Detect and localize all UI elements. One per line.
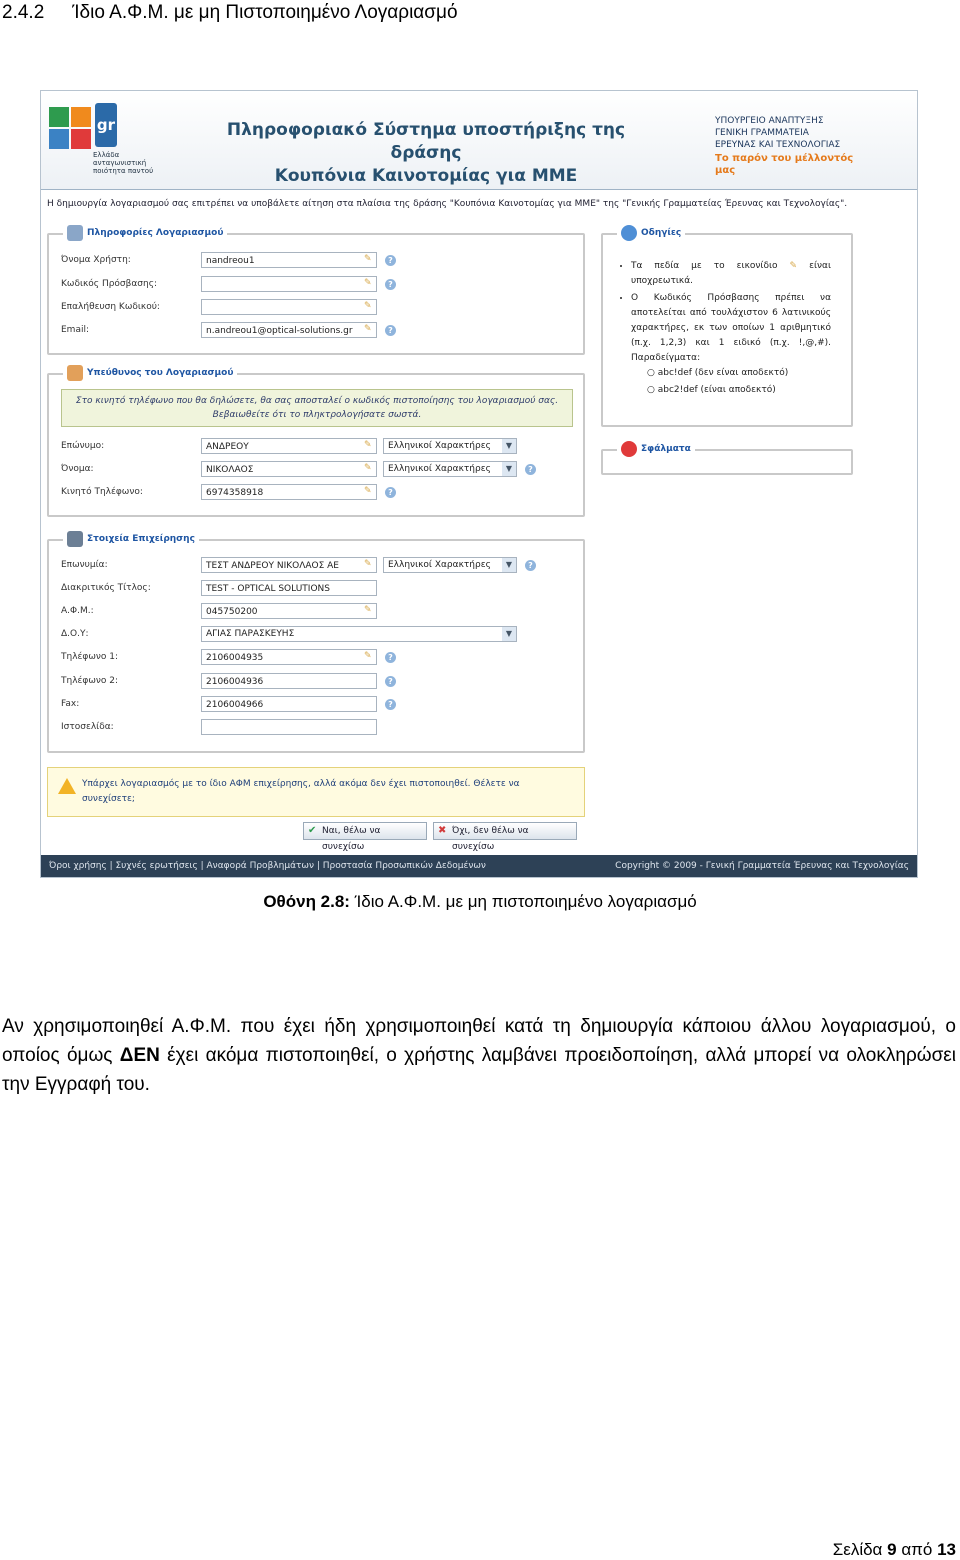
caption-text: Ίδιο Α.Φ.Μ. με μη πιστοποιημένο λογαριασμό	[354, 892, 697, 911]
surname-input[interactable]: ΑΝΔΡΕΟΥ ✎	[201, 438, 377, 454]
phone2-label: Τηλέφωνο 2:	[61, 676, 119, 686]
username-label: Όνομα Χρήστη:	[61, 255, 131, 265]
web-label: Ιστοσελίδα:	[61, 722, 114, 732]
surname-label: Επώνυμο:	[61, 441, 105, 451]
pencil-icon: ✎	[789, 261, 798, 271]
doy-select[interactable]: ΑΓΙΑΣ ΠΑΡΑΣΚΕΥΗΣ ▼	[201, 626, 517, 642]
ministry-line1: ΥΠΟΥΡΓΕΙΟ ΑΝΑΠΤΥΞΗΣ	[715, 116, 824, 126]
company-charset-select[interactable]: Ελληνικοί Χαρακτήρες ▼	[383, 557, 517, 573]
intro-text: Η δημιουργία λογαριασμού σας επιτρέπει να υποβάλετε αίτηση στα πλαίσια της δράσης "Κουπόνια Καινοτομίας για ΜΜΕ" της "Γενικής Γραμματείας Έρευνας και Τεχνολογίας".	[47, 199, 848, 209]
warning-text: Υπάρχει λογαριασμός με το ίδιο ΑΦΜ επιχείρησης, αλλά ακόμα δεν έχει πιστοποιηθεί. Θέλετε να συνεχίσετε;	[82, 779, 520, 804]
afm-row	[61, 602, 377, 620]
trade-label: Διακριτικός Τίτλος:	[61, 583, 151, 593]
check-icon: ✔	[308, 825, 317, 836]
required-pencil-icon: ✎	[364, 324, 372, 334]
page-number: 9	[887, 1540, 897, 1559]
email-label: Email:	[61, 325, 90, 335]
required-pencil-icon: ✎	[364, 605, 372, 615]
afm-input[interactable]: 045750200 ✎	[201, 603, 377, 619]
logo-caption: Ελλάδα ανταγωνιστική ποιότητα παντού	[93, 151, 154, 175]
account-fieldset	[47, 228, 585, 355]
body-paragraph: Αν χρησιμοποιηθεί Α.Φ.Μ. που έχει ήδη χρησιμοποιηθεί κατά τη δημιουργία κάποιου άλλου λογαριασμού, ο οποίος όμως ΔΕΝ έχει ακόμα πιστοποιηθεί, ο χρήστης λαμβάνει προειδοποίηση, αλλά μπορεί να ολοκληρώσει την Εγγραφή του.	[2, 1016, 957, 1095]
warning-icon	[58, 778, 76, 794]
chevron-down-icon: ▼	[502, 558, 516, 572]
section-heading	[2, 2, 458, 24]
name-label: Όνομα:	[61, 464, 94, 474]
fax-label: Fax:	[61, 699, 80, 709]
mobile-row	[61, 483, 396, 501]
account-legend: Πληροφορίες Λογαριασμού	[63, 225, 227, 241]
mobile-notice-line2: Βεβαιωθείτε ότι το πληκτρολογήσατε σωστά.	[212, 410, 422, 420]
confirm-label: Επαλήθευση Κωδικού:	[61, 302, 160, 312]
app-footer	[41, 855, 917, 877]
required-pencil-icon: ✎	[364, 486, 372, 496]
trade-row	[61, 579, 377, 597]
ministry-line2: ΓΕΝΙΚΗ ΓΡΑΜΜΑΤΕΙΑ	[715, 128, 809, 138]
errors-fieldset	[601, 444, 853, 475]
users-icon	[67, 225, 83, 241]
help-icon[interactable]: ?	[385, 676, 396, 687]
section-title: Ίδιο Α.Φ.Μ. με μη Πιστοποιημένο Λογαριασμό	[72, 2, 458, 23]
help-icon[interactable]: ?	[385, 652, 396, 663]
fax-row	[61, 695, 396, 713]
ministry-line3: ΕΡΕΥΝΑΣ ΚΑΙ ΤΕΧΝΟΛΟΓΙΑΣ	[715, 140, 841, 150]
password-row	[61, 275, 396, 293]
username-input[interactable]: nandreou1 ✎	[201, 252, 377, 268]
phone1-input[interactable]: 2106004935 ✎	[201, 649, 377, 665]
help-icon[interactable]: ?	[385, 255, 396, 266]
figure-caption	[0, 892, 960, 912]
user-icon	[67, 365, 83, 381]
mobile-notice	[61, 389, 573, 427]
surname-row	[61, 437, 517, 455]
business-fieldset	[47, 534, 585, 753]
building-icon	[67, 531, 83, 547]
chevron-down-icon: ▼	[502, 462, 516, 476]
name-row	[61, 460, 536, 478]
required-pencil-icon: ✎	[364, 278, 372, 288]
caption-label: Οθόνη 2.8:	[263, 892, 350, 911]
responsible-fieldset	[47, 368, 585, 517]
help-icon[interactable]: ?	[385, 699, 396, 710]
trade-input[interactable]: TEST - OPTICAL SOLUTIONS	[201, 580, 377, 596]
mobile-input[interactable]: 6974358918 ✎	[201, 484, 377, 500]
app-title	[191, 119, 661, 188]
required-pencil-icon: ✎	[364, 301, 372, 311]
guide-item-password: • Ο Κωδικός Πρόσβασης πρέπει να αποτελείται από τουλάχιστον 6 λατινικούς χαρακτήρες, εκ των οποίων 1 αριθμητικό (π.χ. 1,2,3) και 1 ειδικό (π.χ. !,@,#). Παραδείγματα: ○ abc!def (δεν είναι αποδεκτό) ○ abc2!def (είναι αποδεκτό)	[631, 291, 831, 398]
business-legend: Στοιχεία Επιχείρησης	[63, 531, 199, 547]
guide-text	[621, 259, 831, 400]
doy-row	[61, 625, 517, 643]
footer-copyright: Copyright © 2009 - Γενική Γραμματεία Έρευνας και Τεχνολογίας	[615, 861, 909, 871]
phone1-label: Τηλέφωνο 1:	[61, 652, 119, 662]
required-pencil-icon: ✎	[364, 463, 372, 473]
page-total: 13	[937, 1540, 956, 1559]
phone2-input[interactable]: 2106004936	[201, 673, 377, 689]
fax-input[interactable]: 2106004966	[201, 696, 377, 712]
afm-label: Α.Φ.Μ.:	[61, 606, 94, 616]
help-icon[interactable]: ?	[385, 279, 396, 290]
chevron-down-icon: ▼	[502, 627, 516, 641]
screenshot-frame	[40, 90, 918, 878]
page-footer: Σελίδα 9 από 13	[832, 1540, 956, 1559]
cross-icon: ✖	[438, 825, 447, 836]
confirm-row	[61, 298, 377, 316]
help-icon[interactable]: ?	[385, 325, 396, 336]
ministry-tagline: Το παρόν του μέλλοντός μας	[715, 153, 854, 176]
logo	[49, 101, 164, 181]
required-pencil-icon: ✎	[364, 440, 372, 450]
help-icon[interactable]: ?	[385, 487, 396, 498]
phone2-row	[61, 672, 396, 690]
required-pencil-icon: ✎	[364, 651, 372, 661]
web-input[interactable]	[201, 719, 377, 735]
info-icon	[621, 225, 637, 241]
mobile-label: Κινητό Τηλέφωνο:	[61, 487, 143, 497]
name-charset-select[interactable]: Ελληνικοί Χαρακτήρες ▼	[383, 461, 517, 477]
responsible-legend: Υπεύθυνος του Λογαριασμού	[63, 365, 237, 381]
email-row	[61, 321, 396, 339]
chevron-down-icon: ▼	[502, 439, 516, 453]
required-pencil-icon: ✎	[364, 254, 372, 264]
mobile-notice-line1: Στο κινητό τηλέφωνο που θα δηλώσετε, θα σας αποσταλεί ο κωδικός πιστοποίησης του λογαριασμού σας.	[75, 396, 559, 406]
guide-legend: Οδηγίες	[617, 225, 685, 241]
help-icon[interactable]: ?	[525, 560, 536, 571]
company-input[interactable]: ΤΕΣΤ ΑΝΔΡΕΟΥ ΝΙΚΟΛΑΟΣ ΑΕ ✎	[201, 557, 377, 573]
name-input[interactable]: ΝΙΚΟΛΑΟΣ ✎	[201, 461, 377, 477]
guide-fieldset	[601, 228, 853, 427]
errors-legend: Σφάλματα	[617, 441, 695, 457]
app-title-line1: Πληροφοριακό Σύστημα υποστήριξης της δράσης	[226, 120, 626, 163]
phone1-row	[61, 648, 396, 666]
password-input[interactable]	[201, 276, 377, 292]
section-number: 2.4.2	[2, 2, 45, 23]
username-row	[61, 251, 396, 269]
web-row	[61, 718, 377, 736]
surname-charset-select[interactable]: Ελληνικοί Χαρακτήρες ▼	[383, 438, 517, 454]
password-label: Κωδικός Πρόσβασης:	[61, 279, 158, 289]
help-icon[interactable]: ?	[525, 464, 536, 475]
doy-label: Δ.Ο.Υ:	[61, 629, 89, 639]
guide-item-required: • Τα πεδία με το εικονίδιο ✎ είναι υποχρεωτικά.	[631, 259, 831, 289]
guide-example-2: ○ abc2!def (είναι αποδεκτό)	[647, 383, 831, 398]
error-icon	[621, 441, 637, 457]
footer-links[interactable]: Όροι χρήσης | Συχνές ερωτήσεις | Αναφορά Προβλημάτων | Προστασία Προσωπικών Δεδομένων	[49, 861, 486, 871]
company-label: Επωνυμία:	[61, 560, 108, 570]
company-row	[61, 556, 536, 574]
app-banner	[41, 91, 917, 190]
ministry-block	[715, 115, 875, 177]
required-pencil-icon: ✎	[364, 559, 372, 569]
emphasis-den: ΔΕΝ	[119, 1045, 160, 1066]
duplicate-afm-warning	[47, 767, 585, 817]
continue-no-button[interactable]: ✖ Όχι, δεν θέλω να συνεχίσω	[433, 822, 577, 840]
confirm-password-input[interactable]	[201, 299, 377, 315]
guide-example-1: ○ abc!def (δεν είναι αποδεκτό)	[647, 366, 831, 381]
logo-mark: gr	[95, 103, 117, 147]
continue-yes-button[interactable]: ✔ Ναι, θέλω να συνεχίσω	[303, 822, 427, 840]
email-input[interactable]: n.andreou1@optical-solutions.gr ✎	[201, 322, 377, 338]
app-title-line2: Κουπόνια Καινοτομίας για ΜΜΕ	[274, 166, 578, 186]
